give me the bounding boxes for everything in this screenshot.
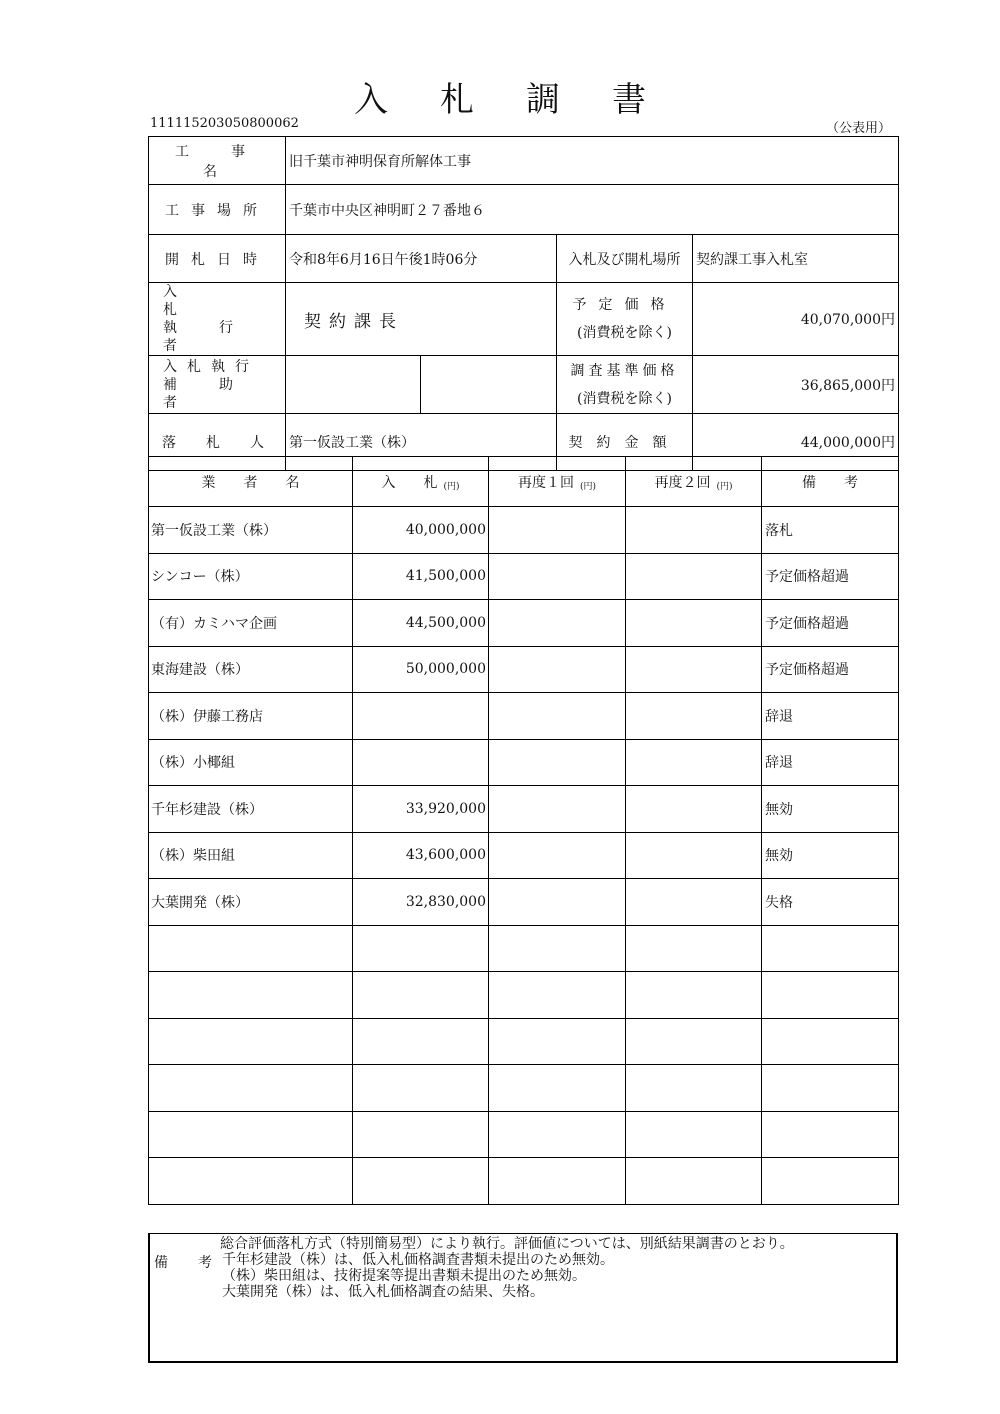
cell-bid (353, 693, 489, 740)
assistant-value-2 (421, 356, 557, 414)
cell-bid (353, 1158, 489, 1205)
cell-rebid2 (626, 507, 762, 554)
cell-rebid2 (626, 1065, 762, 1112)
cell-rebid2 (626, 739, 762, 786)
cell-remarks (762, 925, 899, 972)
cell-remarks: 予定価格超過 (762, 600, 899, 647)
cell-remarks: 予定価格超過 (762, 646, 899, 693)
cell-rebid2 (626, 786, 762, 833)
cell-bid: 32,830,000 (353, 879, 489, 926)
col-header-rebid1: 再度１回 (円) (489, 457, 626, 507)
cell-company (149, 925, 353, 972)
site-value: 千葉市中央区神明町２７番地６ (286, 185, 899, 235)
cell-rebid2 (626, 972, 762, 1019)
cell-bid (353, 1065, 489, 1112)
cell-bid (353, 739, 489, 786)
cell-company: （株）伊藤工務店 (149, 693, 353, 740)
note-line: 千年杉建設（株）は、低入札価格調査書類未提出のため無効。 (222, 1252, 614, 1268)
cell-company: （株）柴田組 (149, 832, 353, 879)
contract-amount-label: 契約金額 (557, 414, 693, 471)
cell-bid: 44,500,000 (353, 600, 489, 647)
cell-rebid1 (489, 832, 626, 879)
survey-price-label: 調査基準価格 (消費税を除く) (557, 356, 693, 414)
cell-bid: 41,500,000 (353, 553, 489, 600)
notes-box (148, 1233, 898, 1363)
table-row (149, 832, 899, 879)
cell-bid: 43,600,000 (353, 832, 489, 879)
cell-rebid2 (626, 1018, 762, 1065)
cell-remarks: 辞退 (762, 739, 899, 786)
place-value: 契約課工事入札室 (693, 235, 899, 283)
table-row (149, 507, 899, 554)
cell-rebid1 (489, 972, 626, 1019)
cell-company: 東海建設（株） (149, 646, 353, 693)
table-row (149, 739, 899, 786)
planned-price-label: 予定価格 (消費税を除く) (557, 283, 693, 356)
project-name-label: 工 事 名 (149, 137, 286, 185)
col-header-bid: 入 札 (円) (353, 457, 489, 507)
cell-company (149, 1065, 353, 1112)
cell-rebid2 (626, 1158, 762, 1205)
assistant-label: 入札執行 補 助 者 (149, 356, 286, 414)
notes-label: 備考 (154, 1255, 242, 1271)
cell-rebid1 (489, 1111, 626, 1158)
cell-company: シンコー（株） (149, 553, 353, 600)
cell-rebid1 (489, 1018, 626, 1065)
cell-company (149, 1158, 353, 1205)
cell-company: 第一仮設工業（株） (149, 507, 353, 554)
cell-bid: 40,000,000 (353, 507, 489, 554)
executor-value: 契約課長 (286, 283, 557, 356)
cell-rebid1 (489, 739, 626, 786)
cell-rebid2 (626, 832, 762, 879)
cell-remarks: 無効 (762, 786, 899, 833)
cell-remarks (762, 1158, 899, 1205)
cell-rebid1 (489, 507, 626, 554)
cell-bid: 33,920,000 (353, 786, 489, 833)
cell-rebid1 (489, 600, 626, 647)
site-label: 工事場所 (149, 185, 286, 235)
table-row (149, 646, 899, 693)
public-label: （公表用） (826, 121, 892, 136)
cell-remarks (762, 1111, 899, 1158)
assistant-value-1 (286, 356, 421, 414)
planned-price-value: 40,070,000円 (693, 283, 899, 356)
cell-remarks: 辞退 (762, 693, 899, 740)
header-table (148, 136, 899, 471)
executor-label: 入 札 執 行 者 (149, 283, 286, 356)
cell-company: 大葉開発（株） (149, 879, 353, 926)
cell-remarks (762, 1018, 899, 1065)
cell-bid (353, 972, 489, 1019)
table-row (149, 1065, 899, 1112)
survey-price-value: 36,865,000円 (693, 356, 899, 414)
opening-value: 令和8年6月16日午後1時06分 (286, 235, 557, 283)
note-line: 大葉開発（株）は、低入札価格調査の結果、失格。 (222, 1284, 544, 1300)
table-row (149, 553, 899, 600)
project-name-value: 旧千葉市神明保育所解体工事 (286, 137, 899, 185)
winner-value: 第一仮設工業（株） (286, 414, 557, 471)
cell-bid (353, 925, 489, 972)
col-header-rebid2: 再度２回 (円) (626, 457, 762, 507)
bid-table (148, 456, 899, 1205)
cell-bid (353, 1018, 489, 1065)
cell-rebid2 (626, 553, 762, 600)
cell-bid (353, 1111, 489, 1158)
table-row (149, 972, 899, 1019)
table-row (149, 693, 899, 740)
table-row (149, 1158, 899, 1205)
cell-company (149, 1018, 353, 1065)
cell-rebid1 (489, 786, 626, 833)
cell-rebid2 (626, 646, 762, 693)
col-header-company: 業 者 名 (149, 457, 353, 507)
cell-rebid2 (626, 693, 762, 740)
cell-remarks (762, 972, 899, 1019)
note-line: 総合評価落札方式（特別簡易型）により執行。評価値については、別紙結果調書のとおり。 (220, 1236, 794, 1252)
table-row (149, 1018, 899, 1065)
cell-rebid2 (626, 1111, 762, 1158)
table-row (149, 1111, 899, 1158)
document-number: 111115203050800062 (150, 116, 299, 131)
opening-label: 開札日時 (149, 235, 286, 283)
contract-amount-value: 44,000,000円 (693, 414, 899, 471)
cell-remarks (762, 1065, 899, 1112)
cell-rebid2 (626, 600, 762, 647)
document-title: 入札調書 (354, 80, 698, 120)
table-row (149, 925, 899, 972)
cell-rebid1 (489, 1065, 626, 1112)
cell-rebid2 (626, 879, 762, 926)
cell-company: （株）小椰組 (149, 739, 353, 786)
cell-company: 千年杉建設（株） (149, 786, 353, 833)
cell-remarks: 失格 (762, 879, 899, 926)
col-header-remarks: 備 考 (762, 457, 899, 507)
table-row (149, 600, 899, 647)
cell-rebid1 (489, 879, 626, 926)
cell-company (149, 1111, 353, 1158)
cell-remarks: 無効 (762, 832, 899, 879)
cell-company (149, 972, 353, 1019)
table-row (149, 786, 899, 833)
cell-remarks: 落札 (762, 507, 899, 554)
cell-rebid1 (489, 925, 626, 972)
cell-rebid1 (489, 693, 626, 740)
cell-remarks: 予定価格超過 (762, 553, 899, 600)
cell-rebid1 (489, 553, 626, 600)
cell-rebid1 (489, 646, 626, 693)
table-row (149, 879, 899, 926)
cell-rebid2 (626, 925, 762, 972)
note-line: （株）柴田組は、技術提案等提出書類未提出のため無効。 (222, 1268, 586, 1284)
winner-label: 落 札 人 (149, 414, 286, 471)
cell-bid: 50,000,000 (353, 646, 489, 693)
place-label: 入札及び開札場所 (557, 235, 693, 283)
cell-rebid1 (489, 1158, 626, 1205)
cell-company: （有）カミハマ企画 (149, 600, 353, 647)
